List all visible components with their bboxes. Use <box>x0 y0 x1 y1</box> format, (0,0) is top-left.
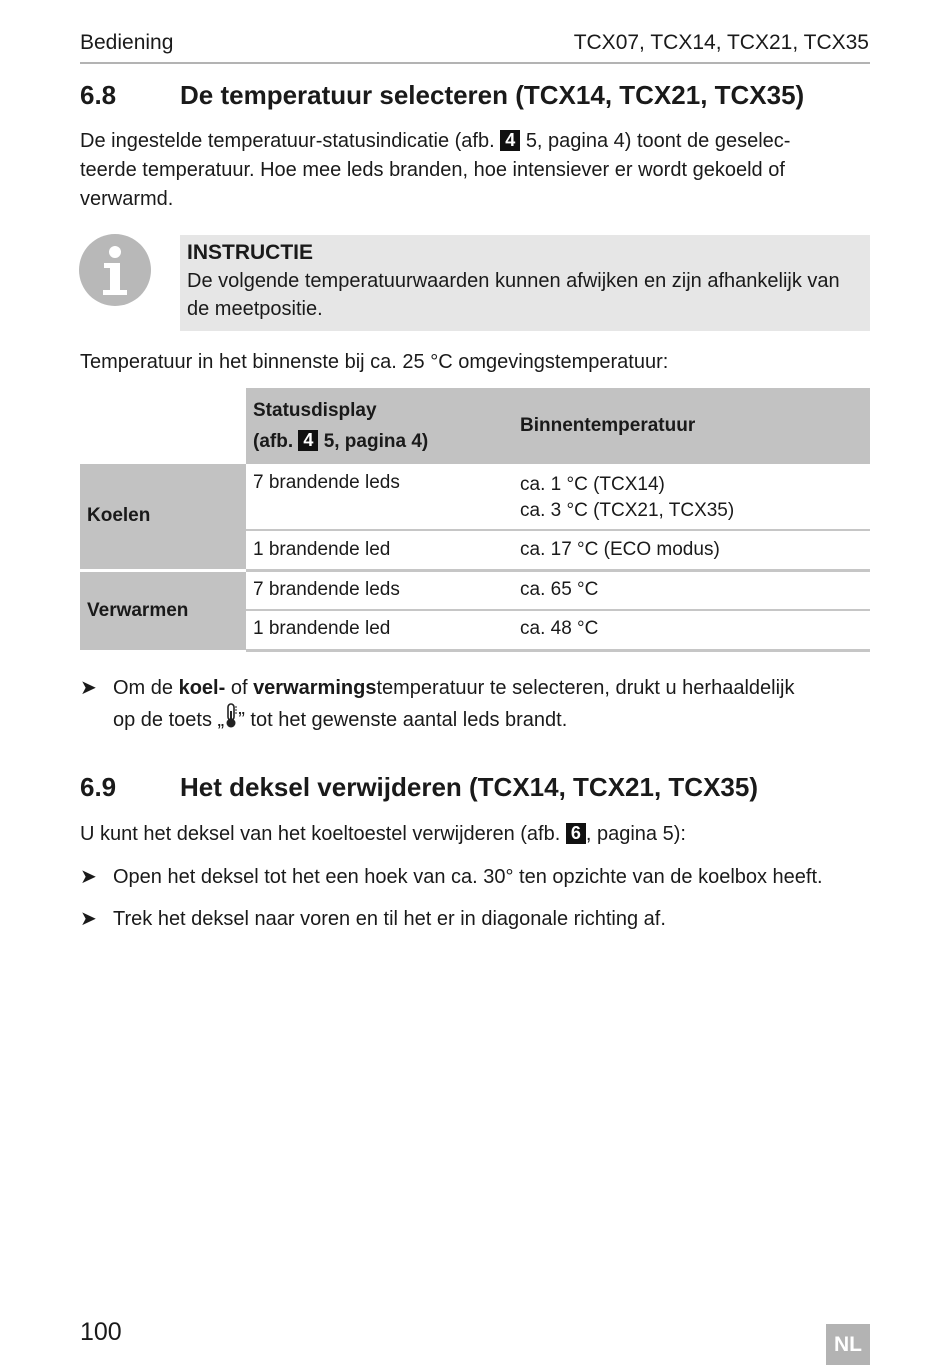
instruction-step: ➤ Open het deksel tot het een hoek van ca. 30° ten opzichte van de koelbox heeft. <box>80 863 870 892</box>
intro-text: 5, pagina 4) toont de geselec- <box>525 130 791 152</box>
figure-reference: 6 <box>566 823 586 844</box>
figure-reference: 4 <box>298 430 318 451</box>
temperature-cell: ca. 17 °C (ECO modus) <box>513 530 870 570</box>
temperature-table <box>80 388 870 652</box>
row-group-label-heating: Verwarmen <box>80 570 246 650</box>
language-badge: NL <box>826 1324 870 1365</box>
instruction-note <box>180 235 870 331</box>
status-cell: 7 brandende leds <box>246 464 513 530</box>
header-divider <box>80 62 870 64</box>
intro-text: De ingestelde temperatuur-statusindicatie (afb. <box>80 130 495 152</box>
page-number: 100 <box>80 1318 122 1346</box>
section-title: Het deksel verwijderen (TCX14, TCX21, TCX35) <box>180 772 758 802</box>
section-title: De temperatuur selecteren (TCX14, TCX21, TCX35) <box>180 80 805 110</box>
table-corner <box>80 388 246 464</box>
table-header-status: Statusdisplay (afb. 4 5, pagina 4) <box>246 388 513 464</box>
section-6-8-intro <box>80 127 870 214</box>
status-cell: 7 brandende leds <box>246 570 513 610</box>
instruction-step: ➤ Trek het deksel naar voren en til het er in diagonale richting af. <box>80 905 870 934</box>
status-cell: 1 brandende led <box>246 610 513 650</box>
header-section-name: Bediening <box>80 31 174 54</box>
intro-text: verwarmd. <box>80 188 174 210</box>
temperature-cell: ca. 1 °C (TCX14) ca. 3 °C (TCX21, TCX35) <box>513 464 870 530</box>
section-number: 6.8 <box>80 80 117 110</box>
note-text: De volgende temperatuurwaarden kunnen afwijken en zijn afhankelijk van de meetpositie. <box>187 270 840 320</box>
section-6-9-intro: U kunt het deksel van het koeltoestel verwijderen (afb. 6 , pagina 5): <box>80 823 686 845</box>
status-cell: 1 brandende led <box>246 530 513 570</box>
table-header-temperature: Binnentemperatuur <box>513 388 870 464</box>
section-6-9-heading <box>80 772 758 803</box>
section-6-8-heading <box>80 80 804 111</box>
row-group-label-cooling: Koelen <box>80 464 246 570</box>
thermometer-icon <box>224 703 238 729</box>
arrow-bullet-icon: ➤ <box>80 866 97 888</box>
note-title: INSTRUCTIE <box>187 241 313 264</box>
temperature-cell: ca. 65 °C <box>513 570 870 610</box>
arrow-bullet-icon: ➤ <box>80 908 97 930</box>
table-intro: Temperatuur in het binnenste bij ca. 25 °C omgevingstemperatuur: <box>80 351 669 373</box>
info-icon <box>79 234 151 306</box>
figure-reference: 4 <box>500 130 520 151</box>
instruction-step: ➤ Om de koel- of verwarmingstemperatuur te selecteren, drukt u herhaaldelijk op de toets „ ” tot het gewenste aantal leds brandt. <box>80 674 870 735</box>
section-number: 6.9 <box>80 772 117 802</box>
arrow-bullet-icon: ➤ <box>80 677 97 699</box>
intro-text: teerde temperatuur. Hoe mee leds branden, hoe intensiever er wordt gekoeld of <box>80 159 785 181</box>
temperature-cell: ca. 48 °C <box>513 610 870 650</box>
header-model-list: TCX07, TCX14, TCX21, TCX35 <box>573 31 869 54</box>
